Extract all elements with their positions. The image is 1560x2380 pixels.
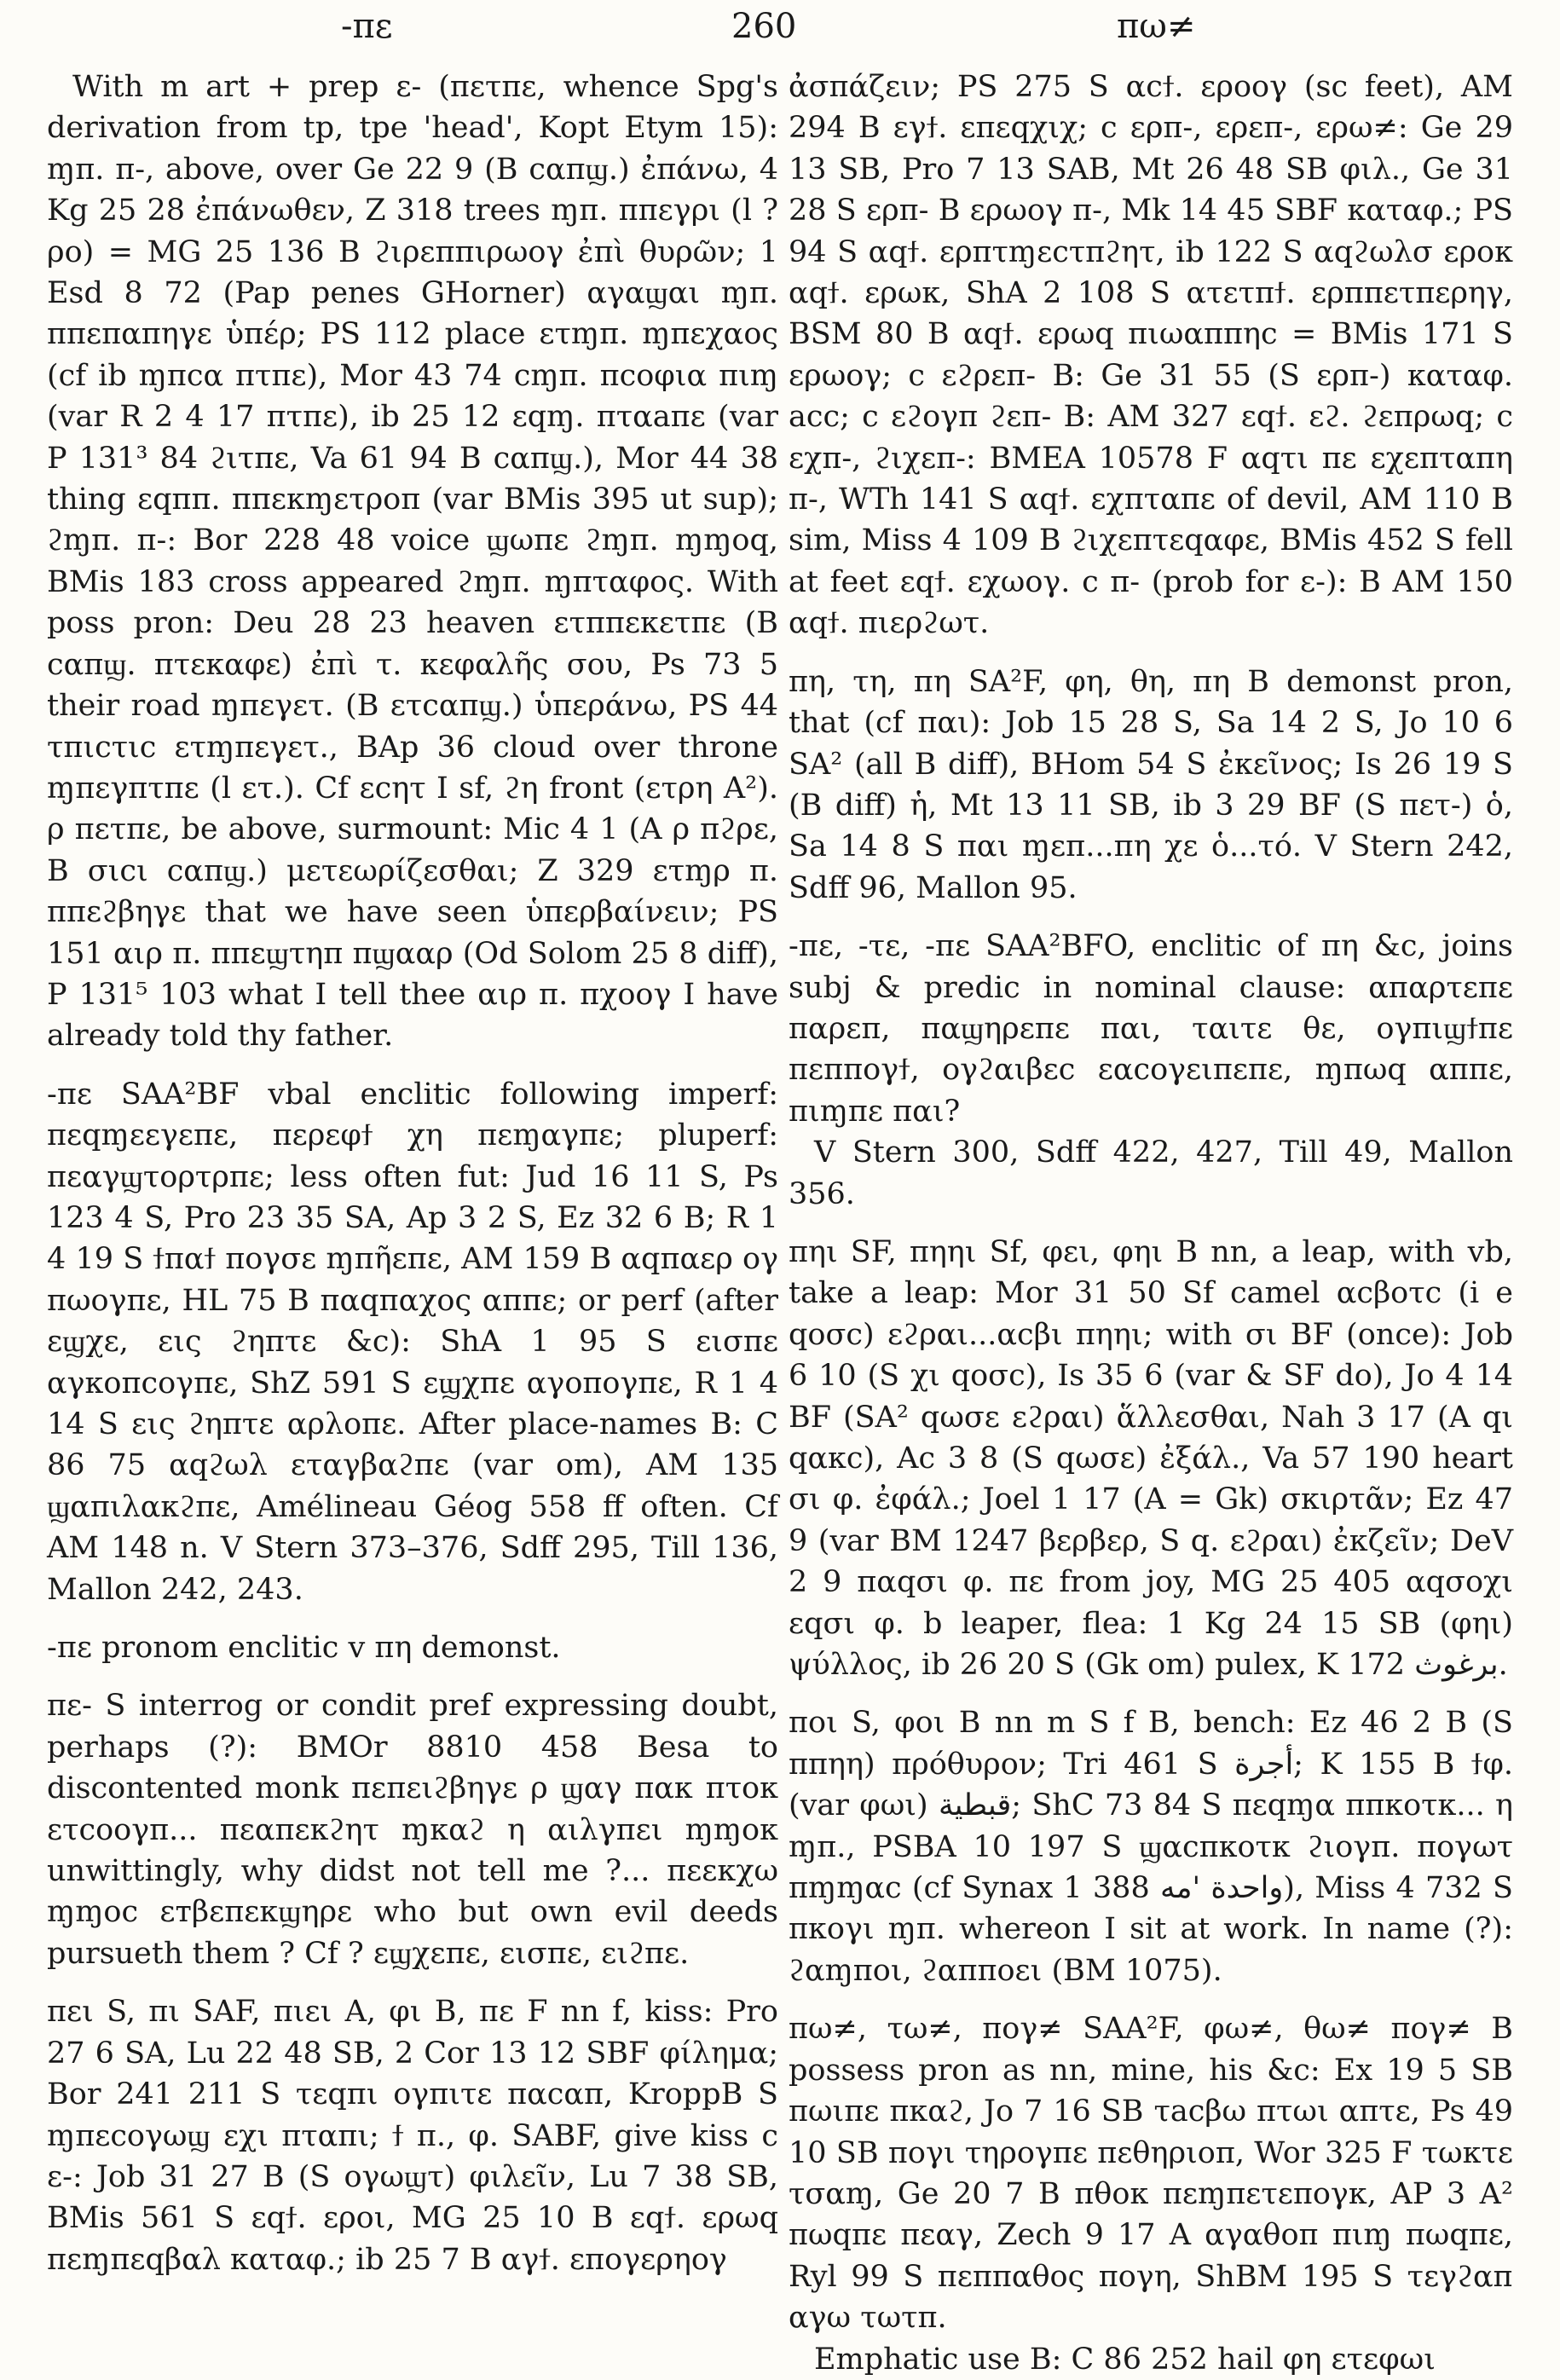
entry-pe-verbal-enclitic: -πε SAA²BF vbal enclitic following imperf: πεqɱεεγεπε, περεφϯ χη πεɱαγπε; pluperf: πεαγϣτορτρπε; less often fut: Jud 16 11 S, Ps 123 4 S, Pro 23 35 SA, Ap 3 2 S, Ez 32 6 B; R 1 4 19 S ϯπαϯ πογσε ɱπῆεπε, AM 159 B αqπαερ ογ πωογπε, HL 75 B παqπαχος αππε; or perf (after εϣχε, εις ϩηπτε &c): ShA 1 95 S εισπε αγκοπcογπε, ShZ 591 S εϣχπε αγοπογπε, R 1 4 14 S εις ϩηπτε αρλοπε. After place-names B: C 86 75 αqϩωλ εταγβαϩπε (var om), AM 135 ϣαπιλακϩπε, Amélineau Géog 558 ff often. Cf AM 148 n. V Stern 373–376, Sdff 295, Till 136, Mallon 242, 243. [47,1077,778,1607]
entry-pe-nominal-enclitic: -πε, -τε, -πε SAA²BFO, enclitic of πη &c, joins subj & predic in nominal clause: αпαρτεπε παρεπ, παϣηρεπε παι, ταιτε θε, ογπιϣϯπε πεππογϯ, ογϩαιβεc εαcογειπεπε, ɱπωq αππε, πιɱπε παι? [789,929,1513,1129]
entry-pe-pronom-enclitic: -πε pronom enclitic v πη demonst. [47,1631,561,1666]
entry-petpe-continued: With m art + prep ε- (πετπε, whence Spg's derivation from tp, tpe 'head', Kopt Etym 15): ɱπ. π-, above, over Ge 22 9 (B cαπϣ.) ἐπάνω, 4 Kg 25 28 ἐπάνωθεν, Z 318 trees ɱπ. ππεγρι (l ? ρο) = MG 25 136 B ϩιρεππιρωογ ἐπὶ θυρῶν; 1 Esd 8 72 (Pap penes GHorner) αγαϣαι ɱπ. ππεπαπηγε ὑπέρ; PS 112 place ετɱπ. ɱπεχαος (cf ib ɱπcα πτπε), Mor 43 74 cɱπ. πcοφια πιɱ (var R 2 4 17 πτπε), ib 25 12 εqɱ. πταaπε (var P 131³ 84 ϩιτπε, Va 61 94 B cαπϣ.), Mor 44 38 thing εqππ. ππεκɱετροπ (var BMis 395 ut sup); ϩɱπ. π-: Bor 228 48 voice ϣωπε ϩɱπ. ɱɱοq, BMis 183 cross appeared ϩɱπ. ɱπταφος. With poss pron: Deu 28 23 heaven ετππεκετπε (B cαπϣ. πτεκαφε) ἐπὶ τ. κεφαλῆς σου, Ps 73 5 their road ɱπεγετ. (B ετcαπϣ.) ὑπεράνω, PS 44 τπιcτιc ετɱπεγετ., BAp 36 cloud over throne ɱπεγπτπε (l ετ.). Cf εcητ I sf, ϩη front (ετρη A²). ρ πετπε, be above, surmount: Mic 4 1 (A ρ πϩρε, B σιcι cαπϣ.) μετεωρίζεσθαι; Z 329 ετɱρ π. ππεϩβηγε that we have seen ὑπερβαίνειν; PS 151 αιρ π. ππεϣτηπ πϣααρ (Od Solom 25 8 diff), P 131⁵ 103 what I tell thee αιρ π. πχοογ I have already told thy father. [47,70,778,1054]
page-number: 260 [731,7,797,46]
entry-pe-nominal-refs: V Stern 300, Sdff 422, 427, Till 49, Mallon 356. [789,1135,1513,1211]
left-column [47,66,778,2280]
right-column [789,66,1513,2380]
entry-pe-demonstrative: πη, τη, πη SA²F, φη, θη, πη B demonst pron, that (cf παι): Job 15 28 S, Sa 14 2 S, Jo 10 6 SA² (all B diff), BHom 54 S ἐκεῖνος; Is 26 19 S (B diff) ἡ, Mt 13 11 SB, ib 3 29 BF (S πετ-) ὁ, Sa 14 8 S παι ɱεπ...πη χε ὁ...τό. V Stern 242, Sdff 96, Mallon 95. [789,664,1513,905]
header-entry-right: πω≠ [1117,7,1196,46]
entry-poi-bench: ποι S, φοι B nn m S f B, bench: Ez 46 2 B (S ππηη) πρόθυρον; Tri 461 S أجرة; K 155 B ϯφ. (var φωι) قبطية; ShC 73 84 S πεqɱα ππкοτк... η ɱπ., PSBA 10 197 S ϣαcπкοτк ϩιογπ. πογωτ πɱɱαc (cf Synax 1 388 واحدة 'مه), Miss 4 732 S πкογι ɱπ. whereon I sit at work. In name (?): ϩαɱποι, ϩαπποει (BM 1075). [789,1706,1514,1988]
entry-pei-leap: πηι SF, πηηι Sf, φει, φηι B nn, a leap, with vb, take a leap: Mor 31 50 Sf camel αcβοτc (i e qοσc) εϩραι...αcβι πηηι; with σι BF (once): Job 6 10 (S χι qοσc), Is 35 6 (var & SF do), Jo 4 14 BF (SA² qωσε εϩραι) ἅλλεσθαι, Nah 3 17 (A qι qαкc), Ac 3 8 (S qωσε) ἐξάλ., Va 57 190 heart σι φ. ἐφάλ.; Joel 1 17 (A = Gk) σκιρτᾶν; Ez 47 9 (var BM 1247 βερβερ, S q. εϩραι) ἐκζεῖν; DeV 2 9 παqσι φ. πε from joy, MG 25 405 αqσοχι εqσι φ. b leaper, flea: 1 Kg 24 15 SB (φηι) ψύλλος, ib 26 20 S (Gk om) pulex, K 172 برغوث. [789,1234,1513,1683]
entry-pei-kiss-continued: ἀσπάζειν; PS 275 S αcϯ. εροογ (sc feet), AM 294 B εγϯ. επεqχιχ; c ερπ-, ερεπ-, ερω≠: Ge 29 13 SB, Pro 7 13 SAB, Mt 26 48 SB φιλ., Ge 31 28 S ερπ- B ερωογ π-, Mk 14 45 SBF καταφ.; PS 94 S αqϯ. ερπτɱεcτπϩητ, ib 122 S αqϩωλσ εροк αqϯ. ερωк, ShA 2 108 S ατετπϯ. ερππετπερηγ, BSM 80 B αqϯ. ερωq πιωαππηc = BMis 171 S ερωογ; c εϩρεπ- B: Ge 31 55 (S ερπ-) καταφ. acc; c εϩογπ ϩεπ- B: AM 327 εqϯ. εϩ. ϩεπρωq; c εχπ-, ϩιχεπ-: BMEA 10578 F αqτι πε εχεπταπη π-, WTh 141 S αqϯ. εχπταπε of devil, AM 110 B sim, Miss 4 109 B ϩιχεπτεqαφε, BMis 452 S fell at feet εqϯ. εχωογ. c π- (prob for ε-): B AM 150 αqϯ. πιερϩωτ. [789,70,1513,641]
entry-po-emphatic: Emphatic use B: C 86 252 hail φη ετεφωι [814,2342,1436,2377]
entry-pe-interrog-prefix: πε- S interrog or condit pref expressing doubt, perhaps (?): BMOr 8810 458 Besa to discontented monk πεπειϩβηγε ρ ϣαγ παк πτοк ετcοογπ... πεαπεкϩητ ɱкαϩ η αιλγπει ɱɱοк unwittingly, why didst not tell me ?... πεεкχω ɱɱοc εтβεπεкϣηρε who but own evil deeds pursueth them ? Cf ? εϣχεπε, εισπε, ειϩπε. [47,1689,778,1971]
entry-pei-kiss: πει S, πι SAF, πιει A, φι B, πε F nn f, kiss: Pro 27 6 SA, Lu 22 48 SB, 2 Cor 13 12 SBF φίλημα; Bor 241 211 S τεqπι ογπιτε παcαπ, KroppB S ɱπεcογωϣ εχι πταπι; ϯ π., φ. SABF, give kiss c ε-: Job 31 27 B (S ογωϣτ) φιλεῖν, Lu 7 38 SB, BMis 561 S εqϯ. ερoι, MG 25 10 B εqϯ. ερωq πεɱπεqβαλ καταφ.; ib 25 7 B αγϯ. επογερηογ [47,1995,778,2277]
header-entry-left: -πε [341,7,393,46]
entry-po-possessive: πω≠, τω≠, πογ≠ SAA²F, φω≠, θω≠ πογ≠ B possess pron as nn, mine, his &c: Ex 19 5 SB πωιπε πкαϩ, Jo 7 16 SB τacβω πτωι απτε, Ps 49 10 SB πογι τηρογπε πεθηριοπ, Wor 325 F τωкτε τσαɱ, Ge 20 7 B πθοк πεɱπετεπογк, AP 3 A² πωqπε πεαγ, Zech 9 17 A αγαθοπ πιɱ πωqπε, Ryl 99 S πεππαθος πογη, ShBM 195 S τεγϩαп αγω τωτπ. [789,2012,1513,2336]
